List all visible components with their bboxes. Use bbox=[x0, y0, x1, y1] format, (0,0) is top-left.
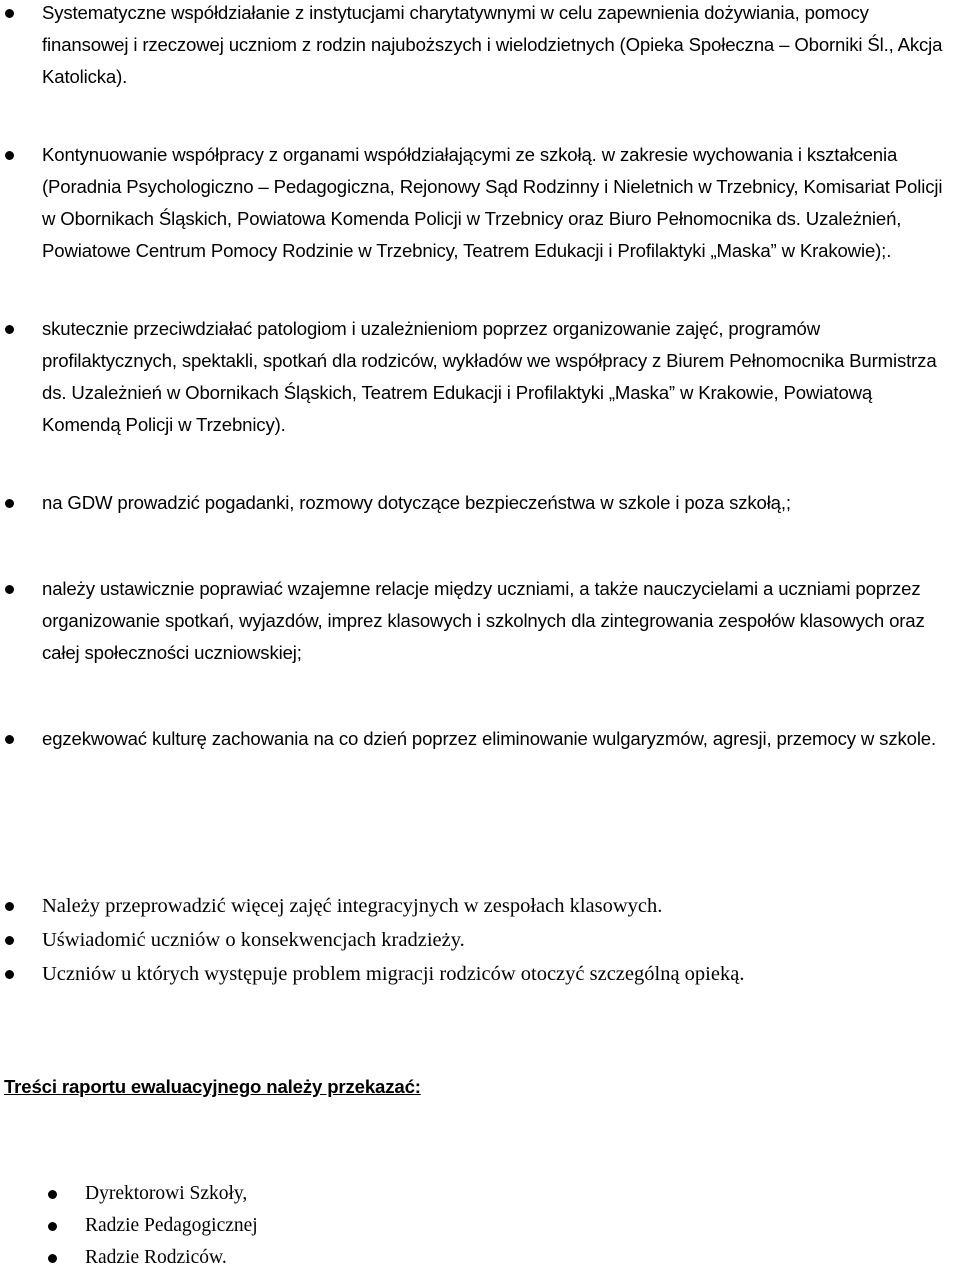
list-item bbox=[0, 957, 960, 991]
list-item bbox=[0, 723, 960, 755]
list-item bbox=[0, 1242, 960, 1274]
list-item-text: na GDW prowadzić pogadanki, rozmowy dotyczące bezpieczeństwa w szkole i poza szkołą,; bbox=[42, 492, 791, 513]
bullet-icon bbox=[48, 1254, 57, 1263]
list-item-text: Dyrektorowi Szkoły, bbox=[85, 1183, 248, 1204]
bullet-icon bbox=[48, 1190, 57, 1199]
list-item-text: skutecznie przeciwdziałać patologiom i uzależnieniom poprzez organizowanie zajęć, programów profilaktycznych, spektakli, spotkań dla rodziców, wykładów we współpracy z Biurem Pełnomocnika Burmistrza ds. Uzależnień w Obornikach Śląskich, Teatrem Edukacji i Profilaktyki „Maska” w Krakowie, Powiatową Komendą Policji w Trzebnicy). bbox=[42, 318, 937, 435]
bullet-icon bbox=[5, 970, 14, 979]
list-item-text: Uświadomić uczniów o konsekwencjach kradzieży. bbox=[42, 929, 465, 951]
bullet-icon bbox=[5, 325, 14, 334]
bullet-icon bbox=[5, 585, 14, 594]
list-item bbox=[0, 313, 960, 441]
bullet-icon bbox=[5, 735, 14, 744]
list-item-text: Należy przeprowadzić więcej zajęć integracyjnych w zespołach klasowych. bbox=[42, 895, 663, 917]
list-item-text: egzekwować kulturę zachowania na co dzień poprzez eliminowanie wulgaryzmów, agresji, przemocy w szkole. bbox=[42, 728, 937, 749]
bullet-icon bbox=[5, 9, 14, 18]
list-item bbox=[0, 573, 960, 669]
report-recipients-list bbox=[0, 1178, 960, 1274]
bullet-icon bbox=[48, 1222, 57, 1231]
list-item-text: Kontynuowanie współpracy z organami współdziałającymi ze szkołą. w zakresie wychowania i kształcenia (Poradnia Psychologiczno – Pedagogiczna, Rejonowy Sąd Rodzinny i Nieletnich w Trzebnicy, Komisariat Policji w Obornikach Śląskich, Powiatowa Komenda Policji w Trzebnicy oraz Biuro Pełnomocnika ds. Uzależnień, Powiatowe Centrum Pomocy Rodzinie w Trzebnicy, Teatrem Edukacji i Profilaktyki „Maska” w Krakowie);. bbox=[42, 144, 943, 261]
list-item-text: Systematyczne współdziałanie z instytucjami charytatywnymi w celu zapewnienia dożywiania, pomocy finansowej i rzeczowej uczniom z rodzin najuboższych i wielodzietnych (Opieka Społeczna – Oborniki Śl., Akcja Katolicka). bbox=[42, 2, 943, 87]
list-item bbox=[0, 1178, 960, 1210]
list-item-text: Radzie Pedagogicznej bbox=[85, 1215, 258, 1236]
list-item bbox=[0, 487, 960, 519]
list-item bbox=[0, 139, 960, 267]
list-item-text: Uczniów u których występuje problem migracji rodziców otoczyć szczególną opieką. bbox=[42, 963, 745, 985]
bullet-icon bbox=[5, 936, 14, 945]
list-item bbox=[0, 923, 960, 957]
bullet-icon bbox=[5, 499, 14, 508]
recommendations-list bbox=[0, 889, 960, 991]
list-item-text: Radzie Rodziców. bbox=[85, 1247, 227, 1268]
list-item bbox=[0, 889, 960, 923]
bullet-icon bbox=[5, 902, 14, 911]
report-heading: Treści raportu ewaluacyjnego należy przekazać: bbox=[4, 1076, 421, 1097]
bullet-icon bbox=[5, 151, 14, 160]
list-item-text: należy ustawicznie poprawiać wzajemne relacje między uczniami, a także nauczycielami a uczniami poprzez organizowanie spotkań, wyjazdów, imprez klasowych i szkolnych dla zintegrowania zespołów klasowych oraz całej społeczności uczniowskiej; bbox=[42, 578, 925, 663]
list-item bbox=[0, 0, 960, 93]
list-item bbox=[0, 1210, 960, 1242]
